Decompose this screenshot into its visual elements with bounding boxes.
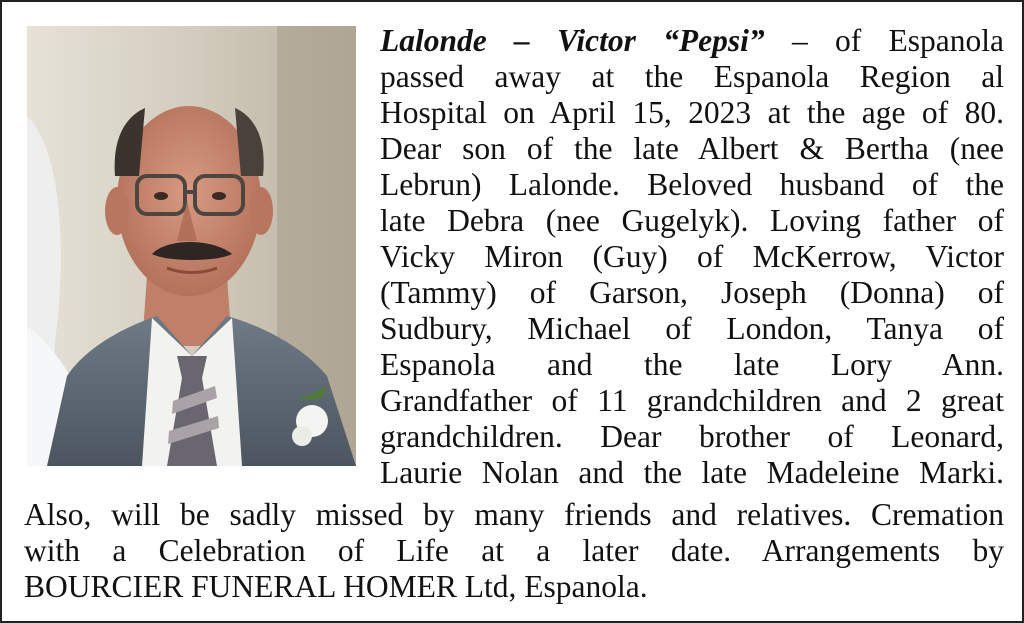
text-line-7: Vicky Miron (Guy) of McKerrow, Victor — [380, 239, 1004, 274]
text-line-10: Espanola and the late Lory Ann. — [380, 347, 1004, 382]
text-line-5: Lebrun) Lalonde. Beloved husband of the — [380, 167, 1004, 202]
text-line-15: with a Celebration of Life at a later date. Arrangements by — [24, 533, 1004, 568]
text-line-2: passed away at the Espanola Region al — [380, 59, 1004, 94]
text-line-1 — [380, 23, 1004, 59]
obituary-text — [2, 2, 1024, 623]
text-line-9: Sudbury, Michael of London, Tanya of — [380, 311, 1004, 346]
text-line-16: BOURCIER FUNERAL HOMER Ltd, Espanola. — [24, 569, 648, 604]
text-line-11: Grandfather of 11 grandchildren and 2 great — [380, 383, 1004, 418]
text-line-13: Laurie Nolan and the late Madeleine Marki. — [380, 455, 1004, 490]
text-line-1-rest: – of Espanola — [764, 23, 1004, 58]
text-line-6: late Debra (nee Gugelyk). Loving father of — [380, 203, 1004, 238]
text-line-8: (Tammy) of Garson, Joseph (Donna) of — [380, 275, 1004, 310]
deceased-name: Lalonde – Victor “Pepsi” — [380, 23, 765, 58]
text-line-3: Hospital on April 15, 2023 at the age of 80. — [380, 95, 1004, 130]
text-line-14: Also, will be sadly missed by many friends and relatives. Cremation — [24, 497, 1004, 532]
text-line-4: Dear son of the late Albert & Bertha (nee — [380, 131, 1004, 166]
text-line-12: grandchildren. Dear brother of Leonard, — [380, 419, 1004, 454]
